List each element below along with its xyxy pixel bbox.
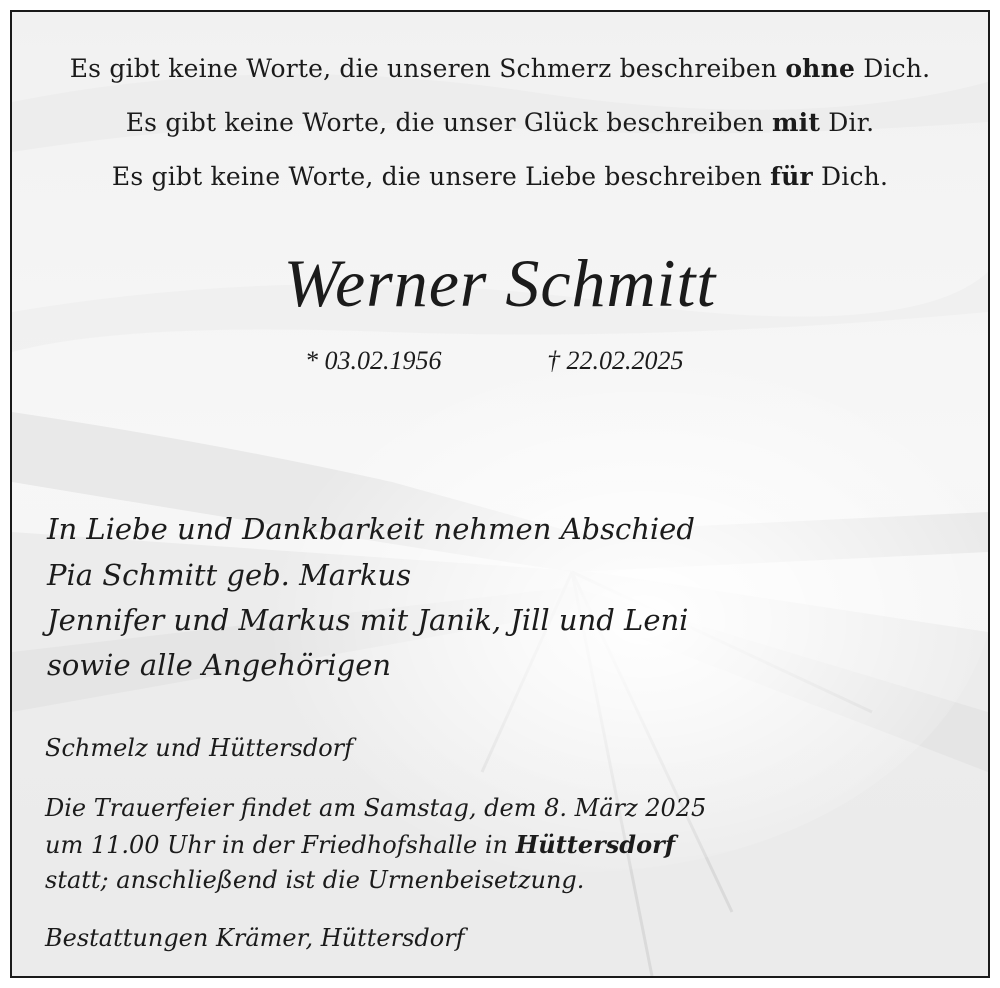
obituary-notice [10, 10, 990, 978]
quote-line-3: Es gibt keine Worte, die unsere Liebe beschreiben für Dich. [111, 162, 889, 191]
ceremony-line-2: um 11.00 Uhr in der Friedhofshalle in Hüttersdorf [45, 830, 676, 859]
ceremony-line-1: Die Trauerfeier findet am Samstag, dem 8. März 2025 [45, 794, 707, 822]
mourner-line-4: sowie alle Angehörigen [47, 648, 392, 682]
mourner-line-1: In Liebe und Dankbarkeit nehmen Abschied [47, 512, 695, 546]
quote-line-2: Es gibt keine Worte, die unser Glück beschreiben mit Dir. [125, 108, 875, 137]
death-date: † 22.02.2025 [547, 346, 684, 375]
location: Schmelz und Hüttersdorf [45, 734, 353, 762]
ceremony-line-3: statt; anschließend ist die Urnenbeisetzung. [45, 866, 585, 894]
quote-line-1: Es gibt keine Worte, die unseren Schmerz beschreiben ohne Dich. [69, 54, 931, 83]
undertaker: Bestattungen Krämer, Hüttersdorf [45, 924, 465, 952]
deceased-name: Werner Schmitt [283, 245, 717, 321]
mourner-line-3: Jennifer und Markus mit Janik, Jill und Leni [47, 603, 689, 637]
notice-content [12, 12, 988, 976]
mourner-line-2: Pia Schmitt geb. Markus [47, 558, 412, 592]
birth-date: * 03.02.1956 [305, 346, 442, 375]
